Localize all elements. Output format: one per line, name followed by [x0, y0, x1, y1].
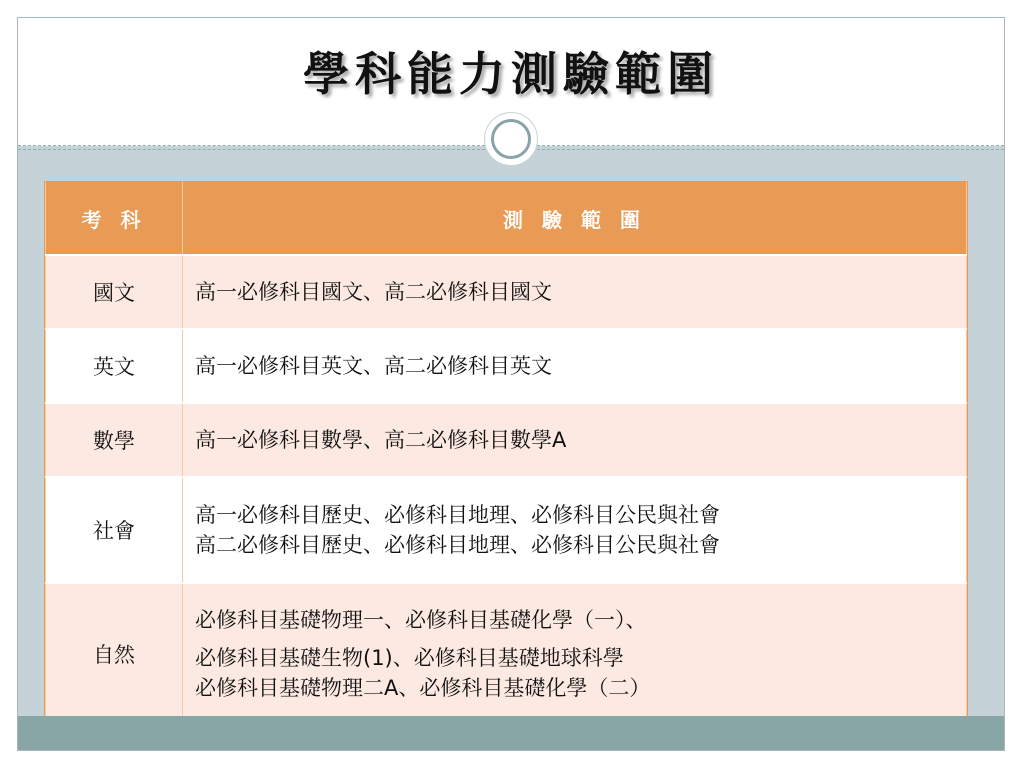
- slide: [17, 17, 1005, 751]
- scope-cell: [183, 477, 967, 583]
- exam-scope-table: [45, 182, 967, 726]
- scope-line: 高二必修科目歷史、必修科目地理、必修科目公民與社會: [195, 533, 720, 557]
- subject-cell: 英文: [46, 329, 183, 403]
- scope-line: 高一必修科目數學、高二必修科目數學A: [195, 428, 567, 452]
- scope-cell: [183, 255, 967, 329]
- table-row: [46, 329, 967, 403]
- table-row: [46, 583, 967, 725]
- bottom-band: [18, 716, 1004, 750]
- subject-cell: 社會: [46, 477, 183, 583]
- subject-cell: 數學: [46, 403, 183, 477]
- scope-line: 必修科目基礎物理一、必修科目基礎化學（一）、: [195, 608, 647, 632]
- subject-cell: 國文: [46, 255, 183, 329]
- scope-line: 高一必修科目歷史、必修科目地理、必修科目公民與社會: [195, 503, 720, 527]
- subject-cell: 自然: [46, 583, 183, 725]
- scope-cell: [183, 329, 967, 403]
- scope-line: 必修科目基礎物理二A、必修科目基礎化學（二）: [195, 676, 651, 700]
- scope-line: 必修科目基礎生物(1)、必修科目基礎地球科學: [195, 646, 624, 670]
- circle-ring: [491, 119, 531, 159]
- circle-ornament-icon: [484, 112, 538, 166]
- table-row: [46, 477, 967, 583]
- table-row: [46, 403, 967, 477]
- header-subject: 考 科: [46, 182, 183, 255]
- scope-cell: [183, 583, 967, 725]
- slide-title: 學科能力測驗範圍: [303, 47, 719, 101]
- scope-cell: [183, 403, 967, 477]
- scope-line: 高一必修科目國文、高二必修科目國文: [195, 280, 552, 304]
- header-scope: 測 驗 範 圍: [183, 182, 967, 255]
- scope-line: 高一必修科目英文、高二必修科目英文: [195, 354, 552, 378]
- table-row: [46, 255, 967, 329]
- table-header-row: [46, 182, 967, 255]
